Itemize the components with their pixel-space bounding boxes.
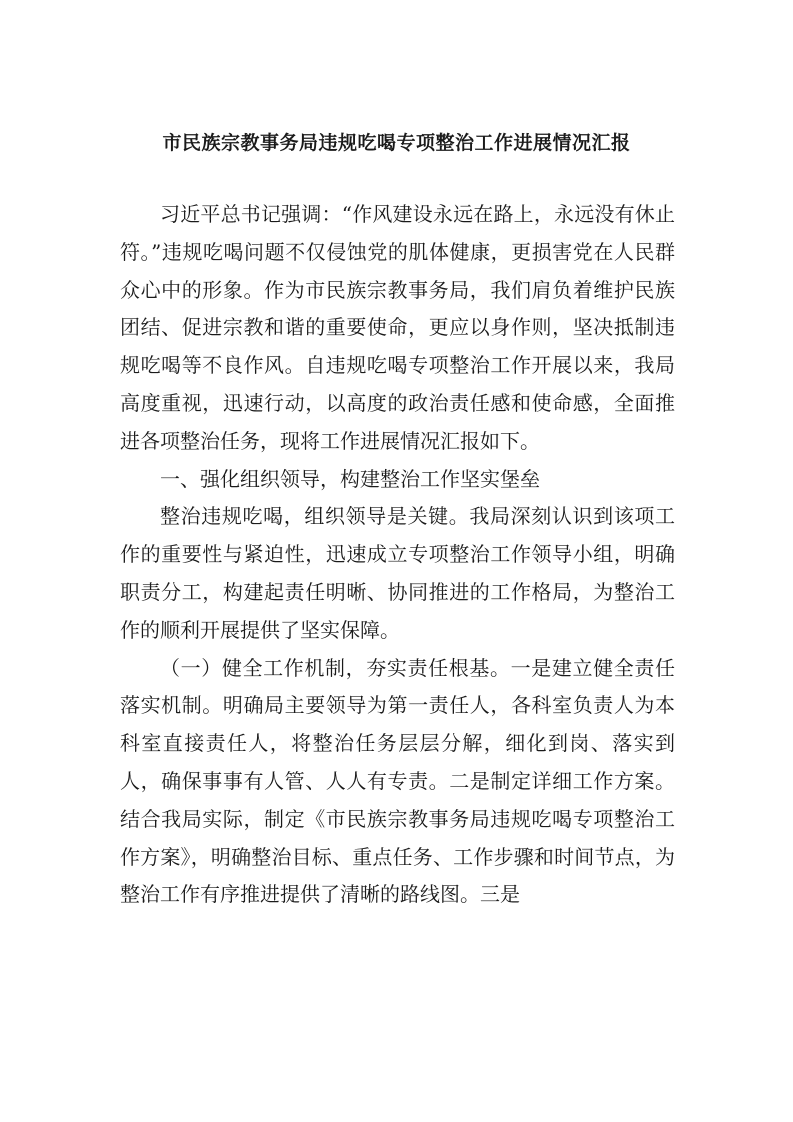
document-body [120, 196, 675, 914]
section-heading-1: 一、强化组织领导，构建整治工作坚实堡垒 [160, 466, 540, 491]
document-title: 市民族宗教事务局违规吃喝专项整治工作进展情况汇报 [162, 132, 631, 154]
section-1-paragraph: 整治违规吃喝，组织领导是关键。我局深刻认识到该项工作的重要性与紧迫性，迅速成立专项整治工作领导小组，明确职责分工，构建起责任明晰、协同推进的工作格局，为整治工作的顺利开展提供了坚实保障。 [120, 504, 675, 642]
subsection-1-paragraph: （一）健全工作机制，夯实责任根基。一是建立健全责任落实机制。明确局主要领导为第一责任人，各科室负责人为本科室直接责任人，将整治任务层层分解，细化到岗、落实到人，确保事事有人管、人人有专责。二是制定详细工作方案。结合我局实际，制定《市民族宗教事务局违规吃喝专项整治工作方案》，明确整治目标、重点任务、工作步骤和时间节点，为整治工作有序推进提供了清晰的路线图。三是 [120, 655, 675, 907]
intro-paragraph: 习近平总书记强调：“作风建设永远在路上，永远没有休止符。”违规吃喝问题不仅侵蚀党的肌体健康，更损害党在人民群众心中的形象。作为市民族宗教事务局，我们肩负着维护民族团结、促进宗教和谐的重要使命，更应以身作则，坚决抵制违规吃喝等不良作风。自违规吃喝专项整治工作开展以来，我局高度重视，迅速行动，以高度的政治责任感和使命感，全面推进各项整治任务，现将工作进展情况汇报如下。 [120, 202, 675, 453]
